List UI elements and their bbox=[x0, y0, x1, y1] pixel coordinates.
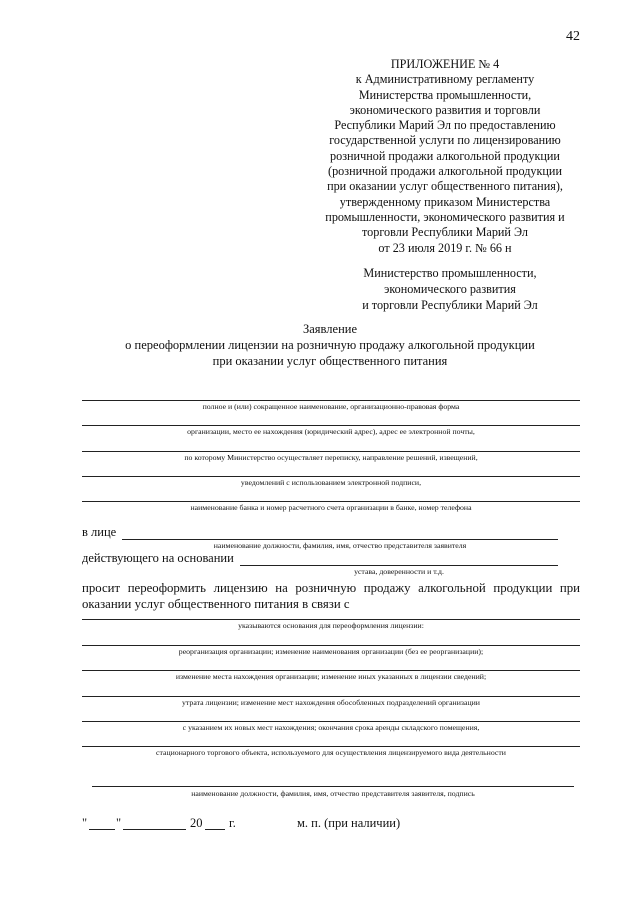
reason-field-line[interactable] bbox=[82, 721, 580, 722]
appendix-line: к Административному регламенту bbox=[355, 72, 535, 87]
request-text-line: оказании услуг общественного питания в связи с bbox=[82, 597, 350, 611]
applicant-field-line[interactable] bbox=[82, 451, 580, 452]
reason-field-line[interactable] bbox=[82, 746, 580, 747]
field-caption: указываются основания для переоформления лицензии: bbox=[238, 621, 424, 630]
field-caption: наименование банка и номер расчетного счета организации в банке, номер телефона bbox=[190, 503, 472, 512]
field-caption: наименование должности, фамилия, имя, отчество представителя заявителя, подпись bbox=[191, 789, 475, 798]
date-month-field[interactable] bbox=[123, 829, 186, 830]
appendix-line: экономического развития и торговли bbox=[349, 102, 541, 117]
applicant-field-line[interactable] bbox=[82, 400, 580, 401]
date-quote-open: " bbox=[82, 816, 88, 830]
date-year-field[interactable] bbox=[205, 829, 225, 830]
document-title bbox=[60, 321, 600, 369]
appendix-line: от 23 июля 2019 г. № 66 н bbox=[378, 240, 512, 255]
date-year-suffix: г. bbox=[229, 816, 236, 830]
addressee-line: экономического развития bbox=[384, 282, 516, 296]
field-caption: наименование должности, фамилия, имя, отчество представителя заявителя bbox=[213, 541, 467, 550]
appendix-line: Министерства промышленности, bbox=[358, 87, 532, 102]
field-caption: изменение места нахождения организации; изменение иных указанных в лицензии сведений; bbox=[175, 672, 487, 681]
reason-field-line[interactable] bbox=[82, 696, 580, 697]
field-caption: устава, доверенности и т.д. bbox=[354, 567, 444, 576]
appendix-line: государственной услуги по лицензированию bbox=[329, 133, 561, 148]
applicant-field-line[interactable] bbox=[82, 501, 580, 502]
appendix-header bbox=[300, 57, 590, 256]
basis-label: действующего на основании bbox=[82, 551, 234, 565]
field-caption: с указанием их новых мест нахождения; окончания срока аренды складского помещения, bbox=[182, 723, 480, 732]
title-line: Заявление bbox=[302, 322, 357, 336]
applicant-field-line[interactable] bbox=[82, 425, 580, 426]
field-caption: по которому Министерство осуществляет переписку, направление решений, извещений, bbox=[184, 453, 478, 462]
appendix-line: промышленности, экономического развития и bbox=[325, 209, 565, 224]
field-caption: полное и (или) сокращенное наименование, организационно-правовая форма bbox=[202, 402, 460, 411]
reason-field-line[interactable] bbox=[82, 670, 580, 671]
stamp-note: м. п. (при наличии) bbox=[297, 816, 401, 830]
title-line: о переоформлении лицензии на розничную продажу алкогольной продукции bbox=[125, 338, 535, 352]
date-day-field[interactable] bbox=[89, 829, 115, 830]
field-caption: уведомлений с использованием электронной подписи, bbox=[240, 478, 422, 487]
date-quote-close: " bbox=[116, 816, 122, 830]
appendix-line: розничной продажи алкогольной продукции bbox=[330, 148, 560, 163]
appendix-line: (розничной продажи алкогольной продукции bbox=[328, 164, 562, 179]
appendix-line: утвержденному приказом Министерства bbox=[339, 194, 551, 209]
addressee-line: и торговли Республики Марий Эл bbox=[362, 298, 538, 312]
appendix-line: ПРИЛОЖЕНИЕ № 4 bbox=[390, 57, 500, 71]
signature-field-line[interactable] bbox=[92, 786, 574, 787]
page-number: 42 bbox=[566, 29, 580, 44]
field-caption: реорганизация организации; изменение наименования организации (без ее реорганизации); bbox=[178, 647, 484, 656]
addressee-line: Министерство промышленности, bbox=[363, 266, 537, 280]
appendix-line: торговли Республики Марий Эл bbox=[362, 225, 528, 240]
appendix-line: Республики Марий Эл по предоставлению bbox=[334, 118, 556, 133]
basis-field-line[interactable] bbox=[240, 565, 558, 566]
applicant-field-line[interactable] bbox=[82, 476, 580, 477]
addressee-block bbox=[330, 265, 570, 313]
title-line: при оказании услуг общественного питания bbox=[212, 354, 448, 368]
field-caption: организации, место ее нахождения (юридический адрес), адрес ее электронной почты, bbox=[187, 427, 475, 436]
appendix-line: при оказании услуг общественного питания), bbox=[327, 179, 563, 194]
representative-field-line[interactable] bbox=[122, 539, 558, 540]
field-caption: стационарного торгового объекта, используемого для осуществления лицензируемого вида деятельности bbox=[156, 748, 506, 757]
reason-field-line[interactable] bbox=[82, 645, 580, 646]
date-century: 20 bbox=[190, 816, 203, 830]
field-caption: утрата лицензии; изменение мест нахождения обособленных подразделений организации bbox=[182, 698, 480, 707]
representative-label: в лице bbox=[82, 525, 117, 539]
request-text-line: просит переоформить лицензию на розничную продажу алкогольной продукции при bbox=[82, 581, 580, 595]
reason-field-line[interactable] bbox=[82, 619, 580, 620]
